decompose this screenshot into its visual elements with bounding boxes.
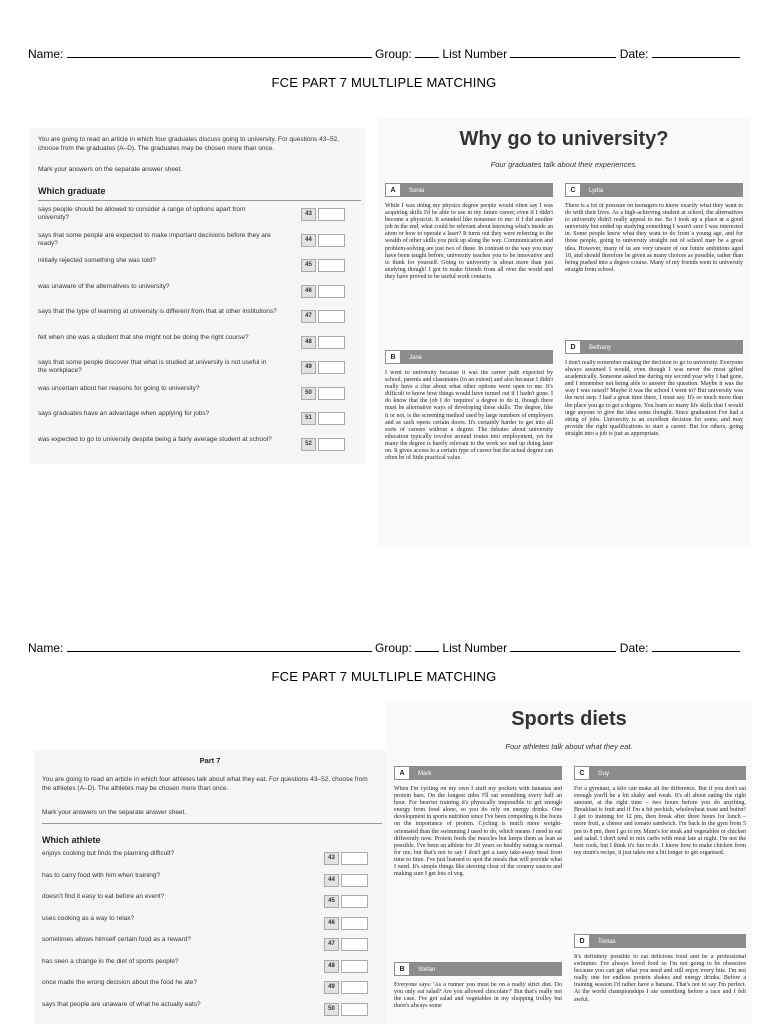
section-text-a: When I'm cycling on my own I stuff my pockets with bananas and protein bars. On the longest rides I'll eat something every half an hour. For heavier training it's physically impossible to get enough energy from food alone, so you do rely on energy drinks. One development in sports nutrition since I've been competing is the focus on the importance of protein. Cycling is much more weight-orientated than the swimming I used to do, which means I need to eat differently now. Protein feeds the muscles but keeps them as lean as possible. I've been an athlete for 20 years so healthy eating is normal for me, but that's not to say I don't get a tasty take-away meal from time to time. I've just learned to spot the meals that will provide what I need. It's simple things like steering clear of the creamy sauces and making sure I get lots of veg. bbox=[394, 786, 562, 878]
question-number: 45 bbox=[324, 895, 339, 908]
question-row bbox=[42, 1001, 382, 1023]
section-header-d bbox=[565, 340, 743, 354]
question-text: has seen a change in the diet of sports people? bbox=[42, 957, 179, 965]
question-row bbox=[42, 958, 382, 980]
question-row bbox=[38, 385, 361, 411]
date-field[interactable] bbox=[652, 47, 740, 58]
answer-box[interactable] bbox=[318, 208, 345, 221]
question-text: uses cooking as a way to relax? bbox=[42, 914, 135, 922]
date-field[interactable] bbox=[652, 641, 740, 652]
question-text: says that some people discover that what is studied at university is not useful in the workplace? bbox=[38, 359, 267, 374]
question-text: once made the wrong decision about the food he ate? bbox=[42, 979, 198, 986]
question-heading: Which graduate bbox=[38, 186, 106, 196]
answer-box[interactable] bbox=[341, 938, 368, 951]
worksheet-title-2: FCE PART 7 MULTLIPLE MATCHING bbox=[271, 669, 497, 684]
question-number: 47 bbox=[301, 310, 316, 323]
question-number: 43 bbox=[301, 208, 316, 221]
answer-box[interactable] bbox=[318, 310, 345, 323]
person-name: Stefan bbox=[418, 967, 436, 973]
article-subtitle: Four graduates talk about their experiences. bbox=[490, 160, 638, 169]
question-row bbox=[42, 979, 382, 1001]
question-text: was expected to go to university despite being a fairly average student at school? bbox=[38, 435, 272, 443]
question-text: has to carry food with him when training? bbox=[42, 871, 161, 879]
article-1 bbox=[377, 118, 751, 548]
question-row bbox=[38, 334, 361, 360]
question-row bbox=[38, 283, 361, 309]
question-row bbox=[38, 410, 361, 436]
name-label: Name: bbox=[28, 641, 64, 655]
section-header-d bbox=[574, 934, 746, 948]
section-letter: B bbox=[385, 350, 401, 364]
answer-box[interactable] bbox=[318, 336, 345, 349]
person-name: Mark bbox=[418, 771, 432, 777]
name-field[interactable] bbox=[67, 641, 372, 652]
question-text: doesn't find it easy to eat before an event? bbox=[42, 893, 165, 900]
person-name: Sonia bbox=[409, 188, 425, 194]
date-label: Date: bbox=[619, 641, 649, 655]
question-number: 51 bbox=[301, 412, 316, 425]
question-number: 48 bbox=[301, 336, 316, 349]
question-number: 49 bbox=[324, 981, 339, 994]
question-text: was unaware of the alternatives to university? bbox=[38, 282, 170, 290]
question-heading: Which athlete bbox=[42, 835, 101, 845]
answer-box[interactable] bbox=[318, 387, 345, 400]
question-row bbox=[42, 893, 382, 915]
question-number: 52 bbox=[301, 438, 316, 451]
section-letter: A bbox=[394, 766, 410, 780]
answer-box[interactable] bbox=[341, 895, 368, 908]
person-name: Guy bbox=[598, 771, 610, 777]
article-title: Sports diets bbox=[511, 708, 627, 730]
answer-box[interactable] bbox=[318, 285, 345, 298]
answer-box[interactable] bbox=[318, 259, 345, 272]
student-header bbox=[28, 47, 744, 61]
section-text-d: It's definitely possible to eat delicious food and be a professional swimmer. I've always loved food so I'm not going to be obsessive because you can get what you need and still enjoy every bite. I'm not really one for endless protein shakes and energy drinks. Before a training session I'd rather have a banana. That's not to say I'm perfect. At the world championships I ate something before a race and I felt awful. bbox=[574, 954, 746, 1003]
group-field[interactable] bbox=[415, 641, 439, 652]
section-letter: B bbox=[394, 962, 410, 976]
group-label: Group: bbox=[375, 47, 412, 61]
question-text: initially rejected something she was told? bbox=[38, 257, 156, 264]
question-number: 46 bbox=[324, 917, 339, 930]
mark-note: Mark your answers on the separate answer sheet. bbox=[42, 809, 187, 816]
question-row bbox=[42, 936, 382, 958]
question-text: enjoys cooking but finds the planning difficult? bbox=[42, 850, 175, 857]
list-number-field[interactable] bbox=[510, 47, 616, 58]
question-number: 47 bbox=[324, 938, 339, 951]
question-row bbox=[38, 436, 361, 462]
group-label: Group: bbox=[375, 641, 412, 655]
answer-box[interactable] bbox=[318, 438, 345, 451]
section-letter: C bbox=[565, 183, 581, 197]
part-label: Part 7 bbox=[199, 756, 221, 765]
section-header-b bbox=[385, 350, 553, 364]
list-number-label: List Number bbox=[442, 47, 508, 61]
question-text: says people should be allowed to consider a range of options apart from university? bbox=[38, 206, 246, 221]
name-label: Name: bbox=[28, 47, 64, 61]
question-number: 44 bbox=[324, 874, 339, 887]
section-header-c bbox=[574, 766, 746, 780]
question-row bbox=[42, 850, 382, 872]
section-header-b bbox=[394, 962, 562, 976]
question-text: says that people are unaware of what he actually eats? bbox=[42, 1000, 201, 1008]
question-text: says graduates have an advantage when applying for jobs? bbox=[38, 410, 210, 417]
mark-note: Mark your answers on the separate answer sheet. bbox=[38, 166, 183, 173]
answer-box[interactable] bbox=[341, 960, 368, 973]
answer-box[interactable] bbox=[341, 874, 368, 887]
list-number-field[interactable] bbox=[510, 641, 616, 652]
question-number: 46 bbox=[301, 285, 316, 298]
section-text-b: I went to university because it was the career path expected by school, parents and classmates (to an extent) and also because I didn't really have a clue about what other options were open to me. It's difficult to know how things would have turned out if I hadn't gone. I do know that the job I do 'requires' a degree to do it, though there must be alternative ways of developing these skills. The degree, like it or not, is the screening method used by large numbers of employers and as such opens certain doors. It's certainly harder to get into all sorts of careers without a degree. The debates about university education typically revolve around routes into employment, yet for many the degree is barely relevant to the work we end up doing later on. It gives access to a certain type of career but the actual degree can often be of little practical value. bbox=[385, 370, 553, 462]
question-number: 45 bbox=[301, 259, 316, 272]
answer-box[interactable] bbox=[341, 917, 368, 930]
question-text: says that some people are expected to make important decisions before they are ready? bbox=[38, 231, 271, 247]
group-field[interactable] bbox=[415, 47, 439, 58]
section-header-c bbox=[565, 183, 743, 197]
answer-box[interactable] bbox=[341, 1003, 368, 1016]
question-text: sometimes allows himself certain food as a reward? bbox=[42, 936, 191, 943]
question-number: 43 bbox=[324, 852, 339, 865]
instructions: You are going to read an article in which four graduates discuss going to university. For questions 43–52, choose from the graduates (A–D). The graduates may be chosen more than once. bbox=[38, 136, 339, 152]
divider bbox=[42, 823, 382, 824]
question-text: felt when she was a student that she might not be doing the right course? bbox=[38, 333, 249, 341]
question-row bbox=[38, 257, 361, 283]
section-text-b: Everyone says: 'As a runner you must be on a really strict diet. Do you only eat salad? Are you allowed chocolate?' But that's really not the case. I've got salad and vegetables in my shopping trolley but there's always some bbox=[394, 982, 562, 1010]
question-number: 48 bbox=[324, 960, 339, 973]
divider bbox=[38, 200, 361, 201]
section-text-c: There is a lot of pressure on teenagers to know exactly what they want to do with their lives. As a high-achieving student at school, the alternatives to university didn't really appeal to me. So I took up a place at a good university but ended up studying something I wasn't sure I was interested in. Some people know what they want to do from a young age, and for those people, going to university straight out of school may be a great idea. However, many of us are very unsure of our future ambitions aged 18, and should therefore be given as many choices as possible, rather than being pushed into a degree course. Many of my friends went to university straight from school. bbox=[565, 203, 743, 273]
student-header-2 bbox=[28, 641, 744, 655]
answer-box[interactable] bbox=[318, 412, 345, 425]
worksheet-title: FCE PART 7 MULTLIPLE MATCHING bbox=[271, 75, 497, 90]
section-text-d: I don't really remember making the decision to go to university. Everyone always assumed I would, even though I was never the most gifted academically. Someone asked me during my second year why I had gone, and I remember not being able to answer the question. Maybe it was the way I was raised? Maybe it was the school I went to? But university was the next step. I had a great time there, I must say. It's so much more than the place you go to get a degree. You learn so many life skills that I would urge anyone to give the idea some thought. Since graduation I've had a string of jobs. University is an excellent decision for some, and may provide the right qualifications to start a career. But for others, going straight into a job is just as appropriate. bbox=[565, 360, 743, 437]
person-name: Lydia bbox=[589, 188, 604, 194]
question-panel-1 bbox=[30, 128, 365, 464]
section-letter: D bbox=[565, 340, 581, 354]
question-text: was uncertain about her reasons for going to university? bbox=[38, 384, 200, 392]
date-label: Date: bbox=[619, 47, 649, 61]
section-letter: A bbox=[385, 183, 401, 197]
answer-box[interactable] bbox=[318, 234, 345, 247]
article-title: Why go to university? bbox=[459, 128, 669, 150]
question-row bbox=[38, 206, 361, 232]
answer-box[interactable] bbox=[341, 981, 368, 994]
answer-box[interactable] bbox=[318, 361, 345, 374]
question-number: 50 bbox=[324, 1003, 339, 1016]
question-row bbox=[42, 872, 382, 894]
question-row bbox=[42, 915, 382, 937]
answer-box[interactable] bbox=[341, 852, 368, 865]
question-row bbox=[38, 308, 361, 334]
question-number: 44 bbox=[301, 234, 316, 247]
article-subtitle: Four athletes talk about what they eat. bbox=[505, 742, 633, 751]
section-letter: D bbox=[574, 934, 590, 948]
person-name: Bethany bbox=[589, 345, 612, 351]
section-header-a bbox=[385, 183, 553, 197]
article-2 bbox=[386, 700, 752, 1024]
section-letter: C bbox=[574, 766, 590, 780]
person-name: Jane bbox=[409, 355, 423, 361]
instructions: You are going to read an article in which four athletes talk about what they eat. For questions 43–52, choose from the athletes (A–D). The athletes may be chosen more than once. bbox=[42, 776, 368, 792]
list-number-label: List Number bbox=[442, 641, 508, 655]
question-text: says that the type of learning at university is different from that at other institutions? bbox=[38, 308, 277, 315]
person-name: Tomas bbox=[598, 939, 616, 945]
name-field[interactable] bbox=[67, 47, 372, 58]
question-number: 50 bbox=[301, 387, 316, 400]
question-row bbox=[38, 232, 361, 258]
section-text-a: While I was doing my physics degree people would often say I was acquiring skills I'd be able to use in my future career, even if I didn't become a physicist. It sounded like nonsense to me: if I did another job in the end, what could be relevant about knowing what's inside an atom or how to operate a laser? It turns out they were referring to the wealth of other skills you pick up along the way. Communication and problem-solving are just two of these. In contrast to the way you may have been taught before, university teaches you to be innovative and to think for yourself. Going to university is about more than just studying though! I got to make friends from all over the world and they have proved to be useful work contacts. bbox=[385, 203, 553, 280]
question-number: 49 bbox=[301, 361, 316, 374]
question-panel-2 bbox=[34, 750, 386, 1024]
section-text-c: For a gymnast, a kilo can make all the difference. But if you don't eat enough you'll be a bit shaky and weak. It's all about eating the right amount, at the right time – two hours before you do anything. Breakfast is fruit and if I'm a bit peckish, wholewheat toast and butter! I get to training for 12 pm, then break after three hours for lunch – more fruit, a cheese and tomato sandwich. I'm back in the gym from 5 pm to 8 pm, then I go to my Mum's for steak and vegetables or chicken and salad. I don't tend to mix carbs with meat late at night. I'm not the best cook, but I think it's fun to do. I know how to make chicken from my mum's recipe, it just takes me a bit longer to get organised. bbox=[574, 786, 746, 856]
section-header-a bbox=[394, 766, 562, 780]
question-row bbox=[38, 359, 361, 385]
